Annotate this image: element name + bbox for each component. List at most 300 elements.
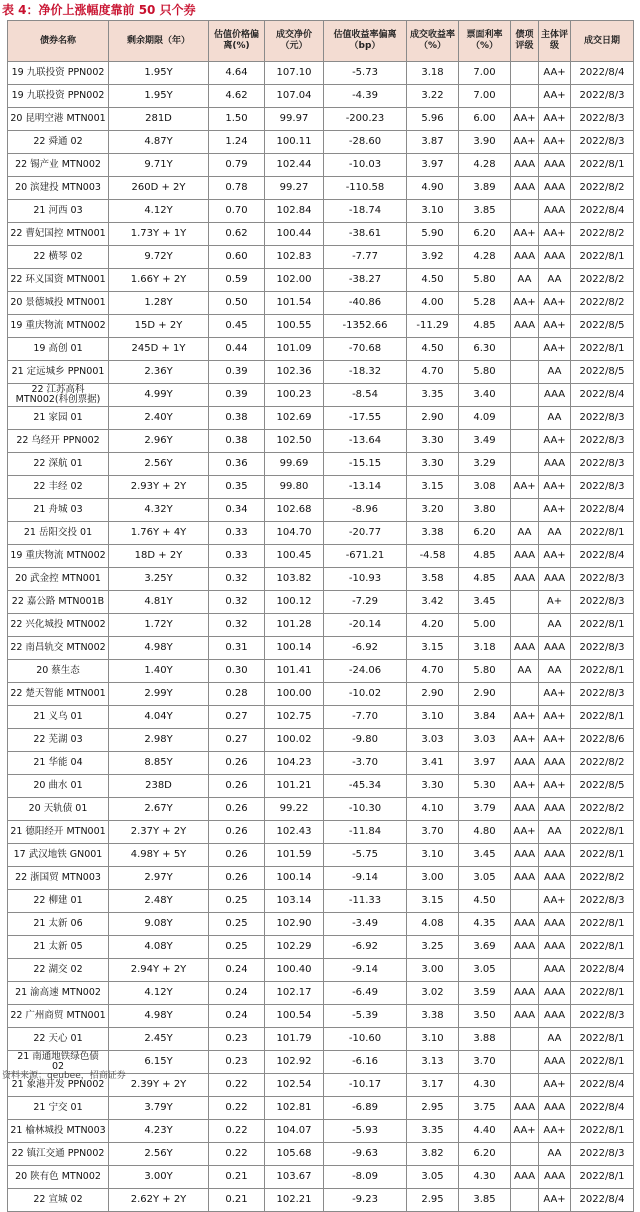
price-deviation-cell: 0.24 [209,1005,265,1028]
trade-yield-cell: 3.92 [407,246,459,269]
clean-price-cell: 103.67 [265,1166,324,1189]
bond-name-cell: 22 兴化城投 MTN002 [8,614,109,637]
price-deviation-cell: 0.44 [209,338,265,361]
coupon-rate-cell: 5.80 [459,660,511,683]
clean-price-cell: 100.45 [265,545,324,568]
bond-rating-cell [511,890,539,913]
bond-name-cell: 22 广州商贸 MTN001 [8,1005,109,1028]
trade-yield-cell: 3.15 [407,890,459,913]
trade-date-cell: 2022/8/3 [571,1005,634,1028]
clean-price-cell: 102.29 [265,936,324,959]
price-deviation-cell: 1.50 [209,108,265,131]
bond-rating-cell [511,683,539,706]
bond-name-cell: 22 锡产业 MTN002 [8,154,109,177]
clean-price-cell: 101.28 [265,614,324,637]
coupon-rate-cell: 5.00 [459,614,511,637]
price-deviation-cell: 0.24 [209,959,265,982]
trade-date-cell: 2022/8/1 [571,1166,634,1189]
coupon-rate-cell: 3.05 [459,959,511,982]
trade-yield-cell: 3.38 [407,522,459,545]
yield-deviation-cell: -10.17 [324,1074,407,1097]
bond-name-cell: 22 柳建 01 [8,890,109,913]
header-row [8,21,634,62]
bond-rating-cell: AAA [511,154,539,177]
issuer-rating-cell: AAA [539,798,571,821]
bond-rating-cell [511,591,539,614]
trade-yield-cell: 4.70 [407,361,459,384]
bond-name-cell: 21 榆林城投 MTN003 [8,1120,109,1143]
coupon-rate-cell: 3.18 [459,637,511,660]
trade-yield-cell: 3.02 [407,982,459,1005]
coupon-rate-cell: 5.30 [459,775,511,798]
table-row [8,384,634,407]
remaining-term-cell: 1.95Y [109,85,209,108]
trade-date-cell: 2022/8/2 [571,269,634,292]
coupon-rate-cell: 6.20 [459,1143,511,1166]
bond-rating-cell: AA+ [511,1120,539,1143]
issuer-rating-cell: AA+ [539,292,571,315]
remaining-term-cell: 4.04Y [109,706,209,729]
table-row [8,844,634,867]
remaining-term-cell: 1.28Y [109,292,209,315]
clean-price-cell: 105.68 [265,1143,324,1166]
remaining-term-cell: 3.00Y [109,1166,209,1189]
clean-price-cell: 107.04 [265,85,324,108]
remaining-term-cell: 2.67Y [109,798,209,821]
bond-name-cell: 22 湖交 02 [8,959,109,982]
price-deviation-cell: 0.38 [209,407,265,430]
yield-deviation-cell: -13.14 [324,476,407,499]
trade-yield-cell: 3.82 [407,1143,459,1166]
bond-rating-cell [511,200,539,223]
trade-date-cell: 2022/8/1 [571,614,634,637]
bond-name-cell: 21 华能 04 [8,752,109,775]
remaining-term-cell: 1.73Y + 1Y [109,223,209,246]
trade-date-cell: 2022/8/3 [571,108,634,131]
trade-date-cell: 2022/8/5 [571,315,634,338]
trade-date-cell: 2022/8/5 [571,775,634,798]
remaining-term-cell: 4.32Y [109,499,209,522]
header-bond-rating: 债项评级 [511,21,539,62]
trade-yield-cell: 2.95 [407,1097,459,1120]
coupon-rate-cell: 3.40 [459,384,511,407]
issuer-rating-cell: AAA [539,1097,571,1120]
trade-yield-cell: 5.90 [407,223,459,246]
table-row [8,361,634,384]
table-row [8,959,634,982]
coupon-rate-cell: 3.84 [459,706,511,729]
issuer-rating-cell: AA [539,269,571,292]
clean-price-cell: 100.14 [265,637,324,660]
clean-price-cell: 99.22 [265,798,324,821]
price-deviation-cell: 0.25 [209,913,265,936]
trade-yield-cell: 4.20 [407,614,459,637]
trade-date-cell: 2022/8/1 [571,1051,634,1074]
clean-price-cell: 102.81 [265,1097,324,1120]
bond-name-cell: 21 定远城乡 PPN001 [8,361,109,384]
coupon-rate-cell: 3.90 [459,131,511,154]
yield-deviation-cell: -671.21 [324,545,407,568]
trade-date-cell: 2022/8/3 [571,591,634,614]
table-row [8,798,634,821]
clean-price-cell: 100.23 [265,384,324,407]
coupon-rate-cell: 3.45 [459,591,511,614]
bond-name-cell: 22 天心 01 [8,1028,109,1051]
table-row [8,1189,634,1212]
table-row [8,223,634,246]
bond-rating-cell [511,1074,539,1097]
coupon-rate-cell: 4.85 [459,568,511,591]
trade-yield-cell: 4.00 [407,292,459,315]
price-deviation-cell: 0.39 [209,361,265,384]
bond-rating-cell [511,62,539,85]
table-row [8,568,634,591]
price-deviation-cell: 0.59 [209,269,265,292]
table-row [8,338,634,361]
remaining-term-cell: 9.72Y [109,246,209,269]
clean-price-cell: 101.59 [265,844,324,867]
trade-date-cell: 2022/8/2 [571,292,634,315]
table-row [8,246,634,269]
issuer-rating-cell: AA+ [539,683,571,706]
trade-yield-cell: 3.30 [407,430,459,453]
table-row [8,108,634,131]
remaining-term-cell: 9.71Y [109,154,209,177]
table-row [8,430,634,453]
clean-price-cell: 104.07 [265,1120,324,1143]
issuer-rating-cell: AAA [539,936,571,959]
bond-rating-cell: AA+ [511,775,539,798]
trade-date-cell: 2022/8/3 [571,1143,634,1166]
bond-name-cell: 20 陕有色 MTN002 [8,1166,109,1189]
issuer-rating-cell: AA+ [539,1074,571,1097]
table-row [8,706,634,729]
yield-deviation-cell: -6.92 [324,936,407,959]
remaining-term-cell: 2.62Y + 2Y [109,1189,209,1212]
yield-deviation-cell: -24.06 [324,660,407,683]
trade-date-cell: 2022/8/4 [571,1097,634,1120]
coupon-rate-cell: 4.40 [459,1120,511,1143]
coupon-rate-cell: 4.28 [459,154,511,177]
trade-date-cell: 2022/8/3 [571,453,634,476]
table-row [8,775,634,798]
remaining-term-cell: 2.93Y + 2Y [109,476,209,499]
issuer-rating-cell: AAA [539,637,571,660]
trade-date-cell: 2022/8/3 [571,568,634,591]
clean-price-cell: 102.92 [265,1051,324,1074]
trade-date-cell: 2022/8/2 [571,798,634,821]
issuer-rating-cell: AAA [539,752,571,775]
yield-deviation-cell: -10.30 [324,798,407,821]
bond-name-cell: 22 江苏高科 MTN002(科创票据) [8,384,109,407]
issuer-rating-cell: AAA [539,1005,571,1028]
trade-yield-cell: 4.08 [407,913,459,936]
trade-date-cell: 2022/8/1 [571,913,634,936]
clean-price-cell: 100.44 [265,223,324,246]
table-row [8,683,634,706]
bond-rating-cell: AA+ [511,223,539,246]
price-deviation-cell: 0.26 [209,775,265,798]
trade-date-cell: 2022/8/2 [571,752,634,775]
issuer-rating-cell: AA+ [539,729,571,752]
bond-rating-cell: AAA [511,568,539,591]
issuer-rating-cell: AA+ [539,476,571,499]
bond-name-cell: 19 九联投资 PPN002 [8,62,109,85]
bond-name-cell: 19 九联投资 PPN002 [8,85,109,108]
bond-name-cell: 20 武金控 MTN001 [8,568,109,591]
clean-price-cell: 101.09 [265,338,324,361]
trade-date-cell: 2022/8/6 [571,729,634,752]
coupon-rate-cell: 2.90 [459,683,511,706]
bond-rating-cell [511,1028,539,1051]
coupon-rate-cell: 3.05 [459,867,511,890]
trade-yield-cell: 3.10 [407,1028,459,1051]
issuer-rating-cell: AA+ [539,1120,571,1143]
clean-price-cell: 102.75 [265,706,324,729]
remaining-term-cell: 2.56Y [109,453,209,476]
coupon-rate-cell: 4.85 [459,315,511,338]
remaining-term-cell: 9.08Y [109,913,209,936]
price-deviation-cell: 0.60 [209,246,265,269]
coupon-rate-cell: 4.28 [459,246,511,269]
yield-deviation-cell: -4.39 [324,85,407,108]
yield-deviation-cell: -10.93 [324,568,407,591]
coupon-rate-cell: 4.50 [459,890,511,913]
issuer-rating-cell: AA [539,614,571,637]
issuer-rating-cell: AAA [539,384,571,407]
issuer-rating-cell: AAA [539,1051,571,1074]
clean-price-cell: 102.44 [265,154,324,177]
remaining-term-cell: 6.15Y [109,1051,209,1074]
issuer-rating-cell: AA+ [539,223,571,246]
remaining-term-cell: 4.98Y [109,637,209,660]
trade-date-cell: 2022/8/2 [571,177,634,200]
price-deviation-cell: 0.62 [209,223,265,246]
bond-rating-cell: AA+ [511,108,539,131]
remaining-term-cell: 4.99Y [109,384,209,407]
bond-name-cell: 20 蔡生态 [8,660,109,683]
bond-rating-cell: AA [511,660,539,683]
price-deviation-cell: 0.26 [209,752,265,775]
bond-rating-cell: AA [511,269,539,292]
remaining-term-cell: 2.97Y [109,867,209,890]
table-row [8,1143,634,1166]
remaining-term-cell: 4.87Y [109,131,209,154]
issuer-rating-cell: A+ [539,591,571,614]
bond-name-cell: 20 景德城投 MTN001 [8,292,109,315]
bond-name-cell: 19 高创 01 [8,338,109,361]
bond-rating-cell: AAA [511,867,539,890]
header-trade-date: 成交日期 [571,21,634,62]
trade-date-cell: 2022/8/1 [571,338,634,361]
header-bond-name: 债券名称 [8,21,109,62]
price-deviation-cell: 0.23 [209,1028,265,1051]
issuer-rating-cell: AAA [539,867,571,890]
coupon-rate-cell: 3.49 [459,430,511,453]
table-row [8,292,634,315]
yield-deviation-cell: -7.77 [324,246,407,269]
price-deviation-cell: 0.26 [209,844,265,867]
trade-date-cell: 2022/8/4 [571,959,634,982]
trade-yield-cell: 3.10 [407,844,459,867]
trade-yield-cell: 3.38 [407,1005,459,1028]
bond-rating-cell: AAA [511,752,539,775]
price-deviation-cell: 0.22 [209,1097,265,1120]
yield-deviation-cell: -7.29 [324,591,407,614]
coupon-rate-cell: 6.30 [459,338,511,361]
bond-name-cell: 22 南昌轨交 MTN002 [8,637,109,660]
yield-deviation-cell: -3.70 [324,752,407,775]
issuer-rating-cell: AA+ [539,131,571,154]
yield-deviation-cell: -10.60 [324,1028,407,1051]
coupon-rate-cell: 3.69 [459,936,511,959]
clean-price-cell: 107.10 [265,62,324,85]
bond-name-cell: 21 德阳经开 MTN001 [8,821,109,844]
remaining-term-cell: 2.56Y [109,1143,209,1166]
table-row [8,1120,634,1143]
issuer-rating-cell: AAA [539,568,571,591]
table-row [8,936,634,959]
remaining-term-cell: 4.98Y [109,1005,209,1028]
price-deviation-cell: 0.21 [209,1189,265,1212]
table-row [8,315,634,338]
bond-rating-cell [511,407,539,430]
coupon-rate-cell: 3.59 [459,982,511,1005]
yield-deviation-cell: -10.02 [324,683,407,706]
trade-date-cell: 2022/8/1 [571,821,634,844]
coupon-rate-cell: 3.08 [459,476,511,499]
coupon-rate-cell: 4.30 [459,1074,511,1097]
bond-name-cell: 21 舟城 03 [8,499,109,522]
issuer-rating-cell: AA [539,407,571,430]
bond-rating-cell: AA+ [511,131,539,154]
trade-date-cell: 2022/8/4 [571,545,634,568]
table-row [8,752,634,775]
yield-deviation-cell: -17.55 [324,407,407,430]
coupon-rate-cell: 6.20 [459,223,511,246]
bond-name-cell: 21 太新 06 [8,913,109,936]
trade-yield-cell: 3.00 [407,959,459,982]
trade-yield-cell: 2.95 [407,1189,459,1212]
bond-name-cell: 20 滨建投 MTN003 [8,177,109,200]
price-deviation-cell: 0.26 [209,821,265,844]
bond-name-cell: 21 河西 03 [8,200,109,223]
table-row [8,729,634,752]
clean-price-cell: 102.17 [265,982,324,1005]
bond-rating-cell: AAA [511,315,539,338]
yield-deviation-cell: -18.32 [324,361,407,384]
issuer-rating-cell: AA+ [539,85,571,108]
bond-name-cell: 22 曹妃国控 MTN001 [8,223,109,246]
clean-price-cell: 101.21 [265,775,324,798]
coupon-rate-cell: 5.80 [459,361,511,384]
yield-deviation-cell: -8.09 [324,1166,407,1189]
trade-date-cell: 2022/8/1 [571,982,634,1005]
header-clean-price: 成交净价（元） [265,21,324,62]
bond-name-cell: 22 环义国资 MTN001 [8,269,109,292]
table-row [8,913,634,936]
issuer-rating-cell: AA+ [539,545,571,568]
issuer-rating-cell: AA+ [539,62,571,85]
remaining-term-cell: 2.99Y [109,683,209,706]
bond-rating-cell [511,430,539,453]
yield-deviation-cell: -7.70 [324,706,407,729]
bond-name-cell: 22 横琴 02 [8,246,109,269]
issuer-rating-cell: AA+ [539,315,571,338]
price-deviation-cell: 0.25 [209,936,265,959]
trade-date-cell: 2022/8/3 [571,476,634,499]
trade-yield-cell: 4.90 [407,177,459,200]
table-row [8,821,634,844]
bond-rating-cell [511,384,539,407]
price-deviation-cell: 0.79 [209,154,265,177]
remaining-term-cell: 2.36Y [109,361,209,384]
header-trade-yield: 成交收益率（%） [407,21,459,62]
bond-rating-cell [511,338,539,361]
price-deviation-cell: 0.22 [209,1074,265,1097]
bond-name-cell: 20 天轨债 01 [8,798,109,821]
trade-date-cell: 2022/8/1 [571,706,634,729]
price-deviation-cell: 0.32 [209,591,265,614]
yield-deviation-cell: -9.14 [324,959,407,982]
issuer-rating-cell: AA+ [539,706,571,729]
remaining-term-cell: 4.23Y [109,1120,209,1143]
bond-name-cell: 21 家园 01 [8,407,109,430]
coupon-rate-cell: 3.50 [459,1005,511,1028]
clean-price-cell: 102.83 [265,246,324,269]
yield-deviation-cell: -5.39 [324,1005,407,1028]
remaining-term-cell: 238D [109,775,209,798]
issuer-rating-cell: AAA [539,913,571,936]
yield-deviation-cell: -1352.66 [324,315,407,338]
issuer-rating-cell: AAA [539,154,571,177]
bond-name-cell: 22 深航 01 [8,453,109,476]
bond-name-cell: 19 重庆物流 MTN002 [8,545,109,568]
clean-price-cell: 100.11 [265,131,324,154]
issuer-rating-cell: AAA [539,177,571,200]
trade-date-cell: 2022/8/3 [571,85,634,108]
coupon-rate-cell: 3.70 [459,1051,511,1074]
bond-table [7,20,634,1212]
price-deviation-cell: 0.24 [209,982,265,1005]
remaining-term-cell: 4.98Y + 5Y [109,844,209,867]
price-deviation-cell: 0.38 [209,430,265,453]
coupon-rate-cell: 6.00 [459,108,511,131]
issuer-rating-cell: AA+ [539,430,571,453]
price-deviation-cell: 0.32 [209,568,265,591]
yield-deviation-cell: -38.27 [324,269,407,292]
bond-name-cell: 22 乌经开 PPN002 [8,430,109,453]
trade-yield-cell: 3.41 [407,752,459,775]
bond-name-cell: 22 嘉公路 MTN001B [8,591,109,614]
price-deviation-cell: 0.30 [209,660,265,683]
bond-name-cell: 22 丰经 02 [8,476,109,499]
coupon-rate-cell: 5.28 [459,292,511,315]
trade-yield-cell: 3.30 [407,775,459,798]
yield-deviation-cell: -11.33 [324,890,407,913]
table-row [8,177,634,200]
trade-date-cell: 2022/8/4 [571,200,634,223]
trade-yield-cell: 2.90 [407,683,459,706]
remaining-term-cell: 4.81Y [109,591,209,614]
price-deviation-cell: 0.21 [209,1166,265,1189]
bond-name-cell: 20 昆明空港 MTN001 [8,108,109,131]
yield-deviation-cell: -5.93 [324,1120,407,1143]
clean-price-cell: 100.00 [265,683,324,706]
clean-price-cell: 100.55 [265,315,324,338]
bond-name-cell: 22 芜湖 03 [8,729,109,752]
bond-name-cell: 21 义乌 01 [8,706,109,729]
